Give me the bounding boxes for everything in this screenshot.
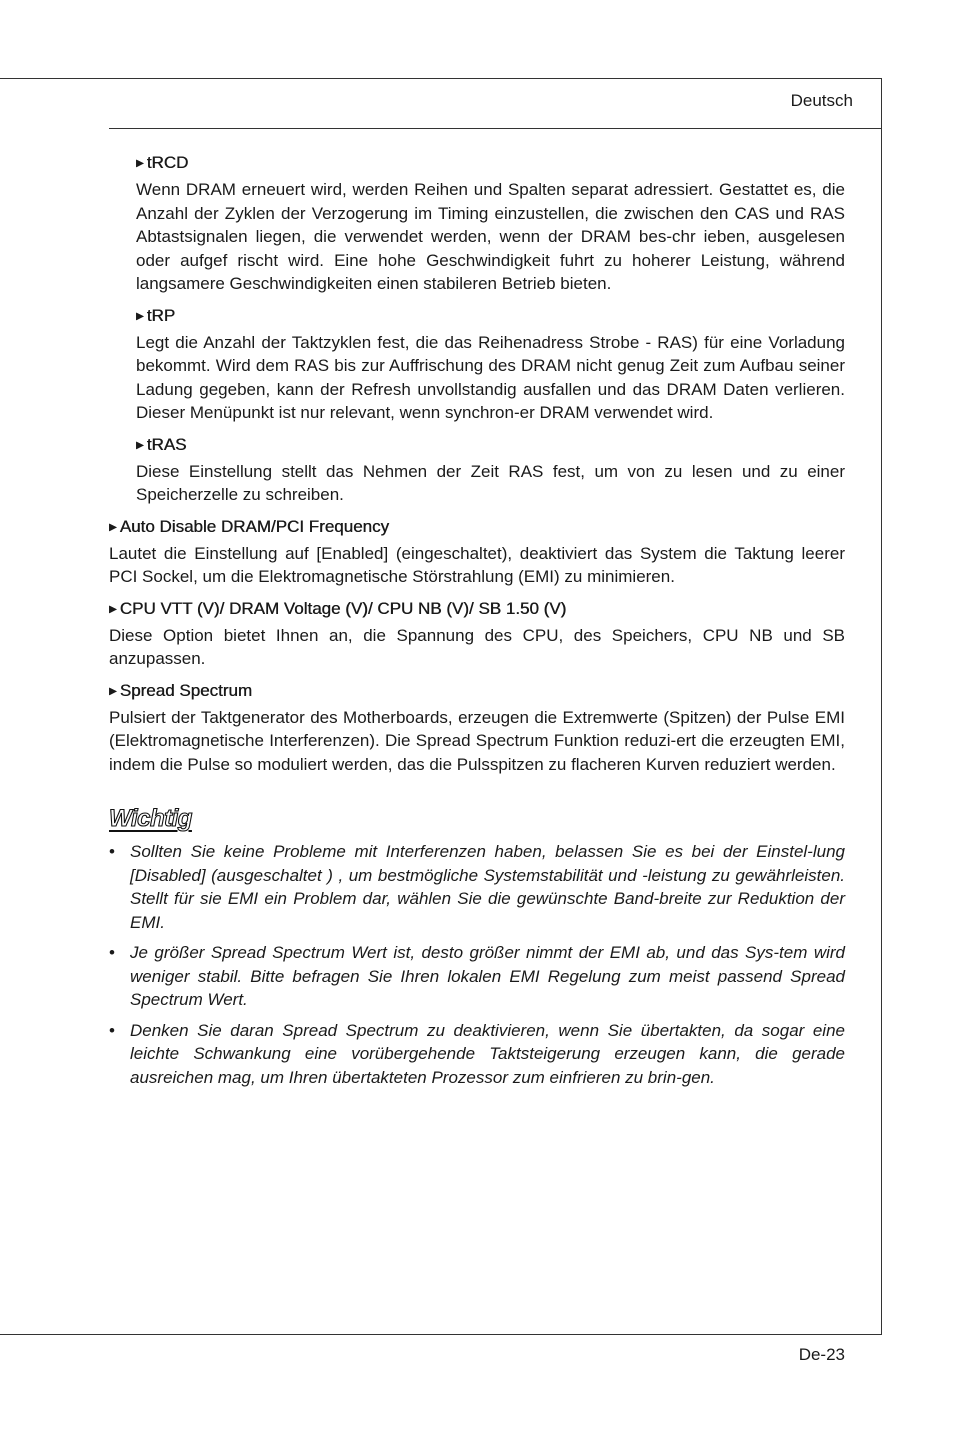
section-title: tRP [146,305,176,325]
section-text: Diese Einstellung stellt das Nehmen der Zeit RAS fest, um von zu lesen und zu einer Speicherzelle zu schreiben. [136,461,845,504]
section-trp [109,304,845,425]
note-text: Je größer Spread Spectrum Wert ist, desto größer nimmt der EMI ab, und das Sys-tem wird weniger stabil. Bitte befragen Sie Ihren lokalen EMI Regelung zum meist passend Spread Spectrum Wert. [130,943,845,1009]
section-auto-disable [109,515,845,589]
important-notes [109,840,845,1089]
section-title: CPU VTT (V)/ DRAM Voltage (V)/ CPU NB (V)/ SB 1.50 (V) [119,598,567,618]
page-content [109,151,845,1096]
list-item [109,941,845,1012]
section-spread-spectrum [109,679,845,777]
note-text: Denken Sie daran Spread Spectrum zu deaktivieren, wenn Sie übertakten, da sogar eine leichte Schwankung eine vorübergehende Taktsteigerung erzeugen kann, die gerade ausreichen mag, um Ihren übertakteten Prozessor zum einfrieren zu brin-gen. [130,1020,845,1087]
triangle-right-icon: ▶ [109,603,117,615]
list-item [109,840,845,934]
triangle-right-icon: ▶ [109,521,117,533]
section-text: Diese Option bietet Ihnen an, die Spannung des CPU, des Speichers, CPU NB und SB anzupassen. [109,625,845,668]
section-title: tRCD [146,153,189,172]
section-title: Spread Spectrum [119,680,252,700]
important-heading: Wichtig [109,805,192,832]
section-trcd [109,151,845,296]
section-voltage [109,597,845,671]
language-label: Deutsch [790,91,853,110]
bullet-icon: • [109,943,115,962]
bullet-icon: • [109,842,115,861]
section-text: Wenn DRAM erneuert wird, werden Reihen und Spalten separat adressiert. Gestattet es, die Anzahl der Zyklen der Verzogerung im Timing einzustellen, die zwischen den CAS und RAS Abtastsignalen liegen, die verwendet werden, wenn der DRAM bes-chr ieben, ausgelesen oder aufgef rischt wird. Eine hohe Geschwindigkeit fuhrt zu hoherer Leistung, während langsamere Geschwindigkeiten einen stabileren Betrieb bieten. [136,180,845,293]
right-rule [881,78,882,1335]
page-number: De-23 [798,1345,845,1364]
list-item [109,1019,845,1090]
section-title: Auto Disable DRAM/PCI Frequency [119,516,389,536]
section-text: Pulsiert der Taktgenerator des Motherboards, erzeugen die Extremwerte (Spitzen) der Pulse EMI (Elektromagnetische Interferenzen). Die Spread Spectrum Funktion reduzi-ert die erzeugten EMI, indem die Pulse so moduliert werden, das die Pulsspitzen zu flacheren Kurven reduziert werden. [109,707,845,774]
section-text: Lautet die Einstellung auf [Enabled] (eingeschaltet), deaktiviert das System die Taktung leerer PCI Sockel, um die Elektromagnetische Störstrahlung (EMI) zu minimieren. [109,543,845,586]
triangle-right-icon: ▶ [136,439,144,451]
section-text: Legt die Anzahl der Taktzyklen fest, die das Reihenadress Strobe - RAS) für eine Vorladung bekommt. Wird dem RAS bis zur Auffrischung des DRAM nicht genug Zeit zum Aufbau seiner Ladung gegeben, kann der Refresh unvollstandig ausfallen und das DRAM Daten verlieren. Dieser Menüpunkt ist nur relevant, wenn synchron-er DRAM verwendet wird. [136,332,845,422]
triangle-right-icon: ▶ [136,310,144,322]
triangle-right-icon: ▶ [136,158,144,169]
bottom-rule [0,1334,882,1335]
bullet-icon: • [109,1020,115,1040]
note-text: Sollten Sie keine Probleme mit Interferenzen haben, belassen Sie es bei der Einstel-lung [Disabled] (ausgeschaltet ) , um bestmögliche Systemstabilität und -leistung zu gewährleisten. Stellt für sie EMI ein Problem dar, wählen Sie die gewünschte Band-breite zur Reduktion der EMI. [130,842,845,932]
top-rule [0,78,882,79]
triangle-right-icon: ▶ [109,685,117,697]
section-tras [109,433,845,507]
header-rule [109,128,882,129]
section-title: tRAS [146,434,187,454]
